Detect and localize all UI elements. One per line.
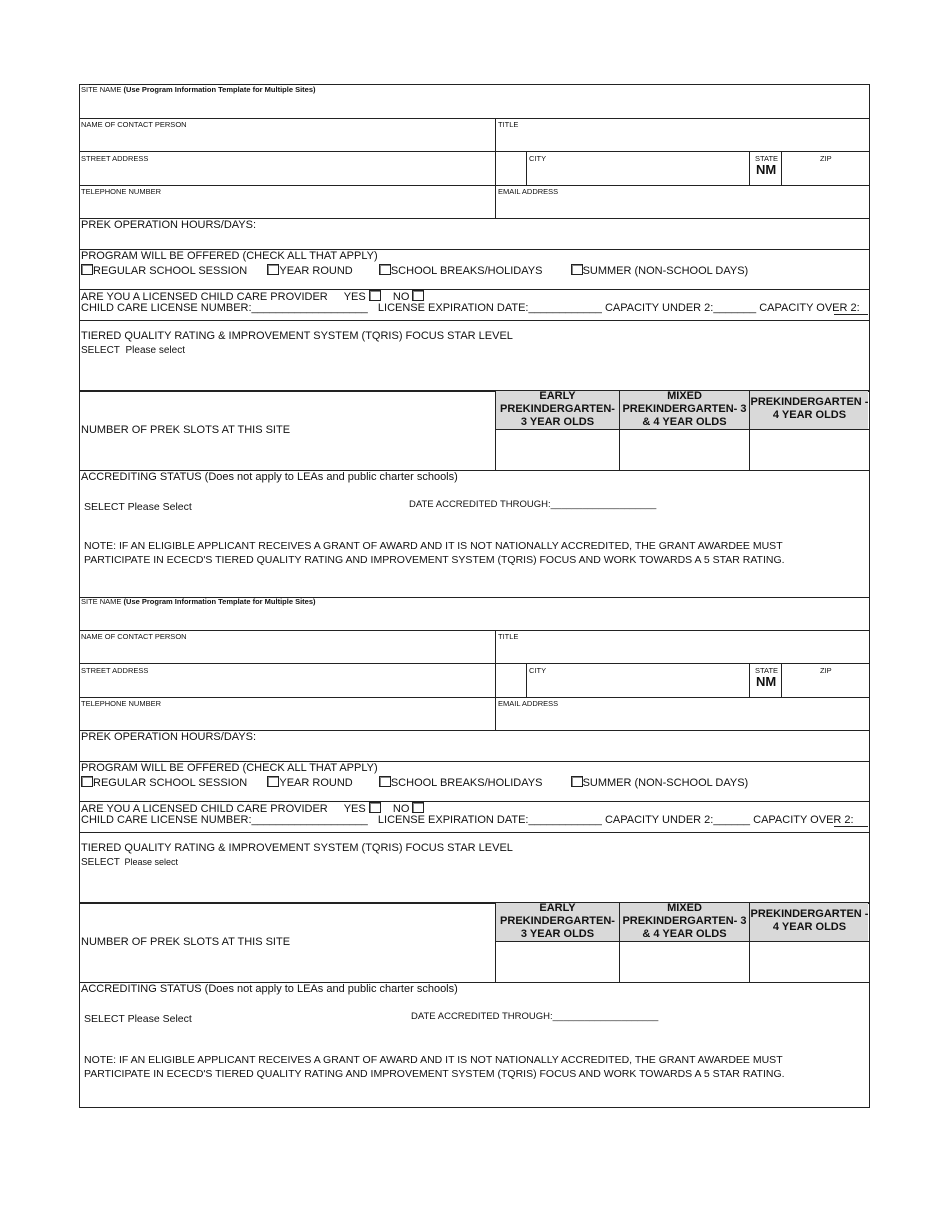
state-value: NM [756,674,777,689]
tqris-select-dropdown[interactable]: SELECT Please select [81,857,179,868]
zip-input[interactable] [782,163,869,185]
col-mixed-prek-3-4: MIXED PREKINDERGARTEN- 3 & 4 YEAR OLDS [622,902,747,940]
license-expiration-field[interactable]: LICENSE EXPIRATION DATE:____________ [377,302,602,314]
city-input[interactable] [527,675,749,697]
capacity-over-2-line [834,826,868,827]
capacity-under-2-field[interactable]: CAPACITY UNDER 2:_______ [604,302,757,314]
program-information-form [79,84,870,1108]
licensed-no-checkbox[interactable] [412,802,424,813]
tqris-label: TIERED QUALITY RATING & IMPROVEMENT SYSTEM (TQRIS) FOCUS STAR LEVEL [81,842,513,854]
license-info-line [81,814,854,826]
regular-session-checkbox[interactable] [81,264,93,275]
slots-prek-4-input[interactable] [750,942,869,982]
street-address-label: STREET ADDRESS [81,666,149,675]
operation-hours-label: PREK OPERATION HOURS/DAYS: [81,219,257,231]
operation-hours-input[interactable] [245,731,865,759]
street-address-label: STREET ADDRESS [81,154,149,163]
col-mixed-prek-3-4: MIXED PREKINDERGARTEN- 3 & 4 YEAR OLDS [622,390,747,428]
accrediting-status-label: ACCREDITING STATUS (Does not apply to LEAs and public charter schools) [81,983,458,995]
licensed-yes-checkbox[interactable] [369,290,381,301]
title-label: TITLE [498,632,519,641]
operation-hours-label: PREK OPERATION HOURS/DAYS: [81,731,257,743]
slots-mixed-prek-input[interactable] [620,942,749,982]
year-round-checkbox[interactable] [267,264,279,275]
state-value: NM [756,162,777,177]
tqris-label: TIERED QUALITY RATING & IMPROVEMENT SYSTEM (TQRIS) FOCUS STAR LEVEL [81,330,513,342]
capacity-over-2-line [834,314,868,315]
slots-prek-4-input[interactable] [750,430,869,470]
accreditation-note: NOTE: IF AN ELIGIBLE APPLICANT RECEIVES A GRANT OF AWARD AND IT IS NOT NATIONALLY ACCREDITED, THE GRANT AWARDEE MUST PARTICIPATE IN ECECD'S TIERED QUALITY RATING AND IMPROVEMENT SYSTEM (TQRIS) FOCUS AND WORK TOWARDS A 5 STAR RATING. [84,540,785,566]
program-options: REGULAR SCHOOL SESSION YEAR ROUND SCHOOL BREAKS/HOLIDAYS SUMMER (NON-SCHOOL DAYS) [81,776,748,789]
title-input[interactable] [496,130,869,151]
program-options: REGULAR SCHOOL SESSION YEAR ROUND SCHOOL BREAKS/HOLIDAYS SUMMER (NON-SCHOOL DAYS) [81,264,748,277]
contact-person-input[interactable] [80,130,495,151]
col-early-prek-3: EARLY PREKINDERGARTEN- 3 YEAR OLDS [500,390,615,428]
telephone-input[interactable] [80,197,495,218]
prek-slots-label: NUMBER OF PREK SLOTS AT THIS SITE [81,424,291,436]
street-address-input[interactable] [80,163,526,185]
license-info-line [81,302,860,314]
site-name-input[interactable] [80,607,869,630]
street-address-input[interactable] [80,675,526,697]
accreditation-note: NOTE: IF AN ELIGIBLE APPLICANT RECEIVES A GRANT OF AWARD AND IT IS NOT NATIONALLY ACCREDITED, THE GRANT AWARDEE MUST PARTICIPATE IN ECECD'S TIERED QUALITY RATING AND IMPROVEMENT SYSTEM (TQRIS) FOCUS AND WORK TOWARDS A 5 STAR RATING. [84,1054,785,1080]
city-label: CITY [529,666,547,675]
school-breaks-checkbox[interactable] [379,776,391,787]
site-name-input[interactable] [80,95,869,118]
summer-checkbox[interactable] [571,264,583,275]
accrediting-status-label: ACCREDITING STATUS (Does not apply to LEAs and public charter schools) [81,471,458,483]
contact-person-input[interactable] [80,642,495,663]
capacity-over-2-field[interactable]: CAPACITY OVER 2: [759,302,860,314]
contact-person-label: NAME OF CONTACT PERSON [81,632,187,641]
site-section-1 [80,85,869,597]
slots-early-prek-3-input[interactable] [496,430,619,470]
state-label: STATE [755,666,779,675]
state-label: STATE [755,154,779,163]
email-label: EMAIL ADDRESS [498,187,559,196]
zip-label: ZIP [820,154,832,163]
site-name-label: SITE NAME (Use Program Information Template for Multiple Sites) [81,597,316,606]
licensed-no-checkbox[interactable] [412,290,424,301]
accreditation-select-dropdown[interactable]: SELECT Please Select [84,501,192,513]
title-label: TITLE [498,120,519,129]
col-early-prek-3: EARLY PREKINDERGARTEN- 3 YEAR OLDS [500,902,615,940]
capacity-over-2-field[interactable]: CAPACITY OVER 2: [753,814,854,826]
date-accredited-field[interactable]: DATE ACCREDITED THROUGH:____________________ [411,1011,659,1022]
date-accredited-field[interactable]: DATE ACCREDITED THROUGH:____________________ [409,499,657,510]
col-prek-4: PREKINDERGARTEN - 4 YEAR OLDS [750,396,869,421]
telephone-label: TELEPHONE NUMBER [81,699,162,708]
licensed-provider-question: ARE YOU A LICENSED CHILD CARE PROVIDER YES NO [81,802,424,815]
summer-checkbox[interactable] [571,776,583,787]
zip-label: ZIP [820,666,832,675]
site-name-label: SITE NAME (Use Program Information Template for Multiple Sites) [81,85,316,94]
site-section-2 [80,597,869,1107]
slots-early-prek-3-input[interactable] [496,942,619,982]
licensed-yes-checkbox[interactable] [369,802,381,813]
license-expiration-field[interactable]: LICENSE EXPIRATION DATE:____________ [377,814,602,826]
program-offered-label: PROGRAM WILL BE OFFERED (CHECK ALL THAT APPLY) [81,250,378,262]
licensed-provider-question: ARE YOU A LICENSED CHILD CARE PROVIDER YES NO [81,290,424,303]
col-prek-4: PREKINDERGARTEN - 4 YEAR OLDS [750,908,869,933]
slots-mixed-prek-input[interactable] [620,430,749,470]
city-label: CITY [529,154,547,163]
regular-session-checkbox[interactable] [81,776,93,787]
capacity-under-2-field[interactable]: CAPACITY UNDER 2:______ [604,814,751,826]
school-breaks-checkbox[interactable] [379,264,391,275]
email-input[interactable] [496,709,869,730]
program-offered-label: PROGRAM WILL BE OFFERED (CHECK ALL THAT APPLY) [81,762,378,774]
city-input[interactable] [527,163,749,185]
email-input[interactable] [496,197,869,218]
title-input[interactable] [496,642,869,663]
license-number-field[interactable]: CHILD CARE LICENSE NUMBER:___________________ [81,302,368,314]
telephone-input[interactable] [80,709,495,730]
prek-slots-label: NUMBER OF PREK SLOTS AT THIS SITE [81,936,291,948]
year-round-checkbox[interactable] [267,776,279,787]
accreditation-select-dropdown[interactable]: SELECT Please Select [84,1013,192,1025]
tqris-select-dropdown[interactable]: SELECT Please select [81,345,185,356]
email-label: EMAIL ADDRESS [498,699,559,708]
license-number-field[interactable]: CHILD CARE LICENSE NUMBER:___________________ [81,814,368,826]
contact-person-label: NAME OF CONTACT PERSON [81,120,187,129]
telephone-label: TELEPHONE NUMBER [81,187,162,196]
zip-input[interactable] [782,675,869,697]
operation-hours-input[interactable] [245,219,865,247]
